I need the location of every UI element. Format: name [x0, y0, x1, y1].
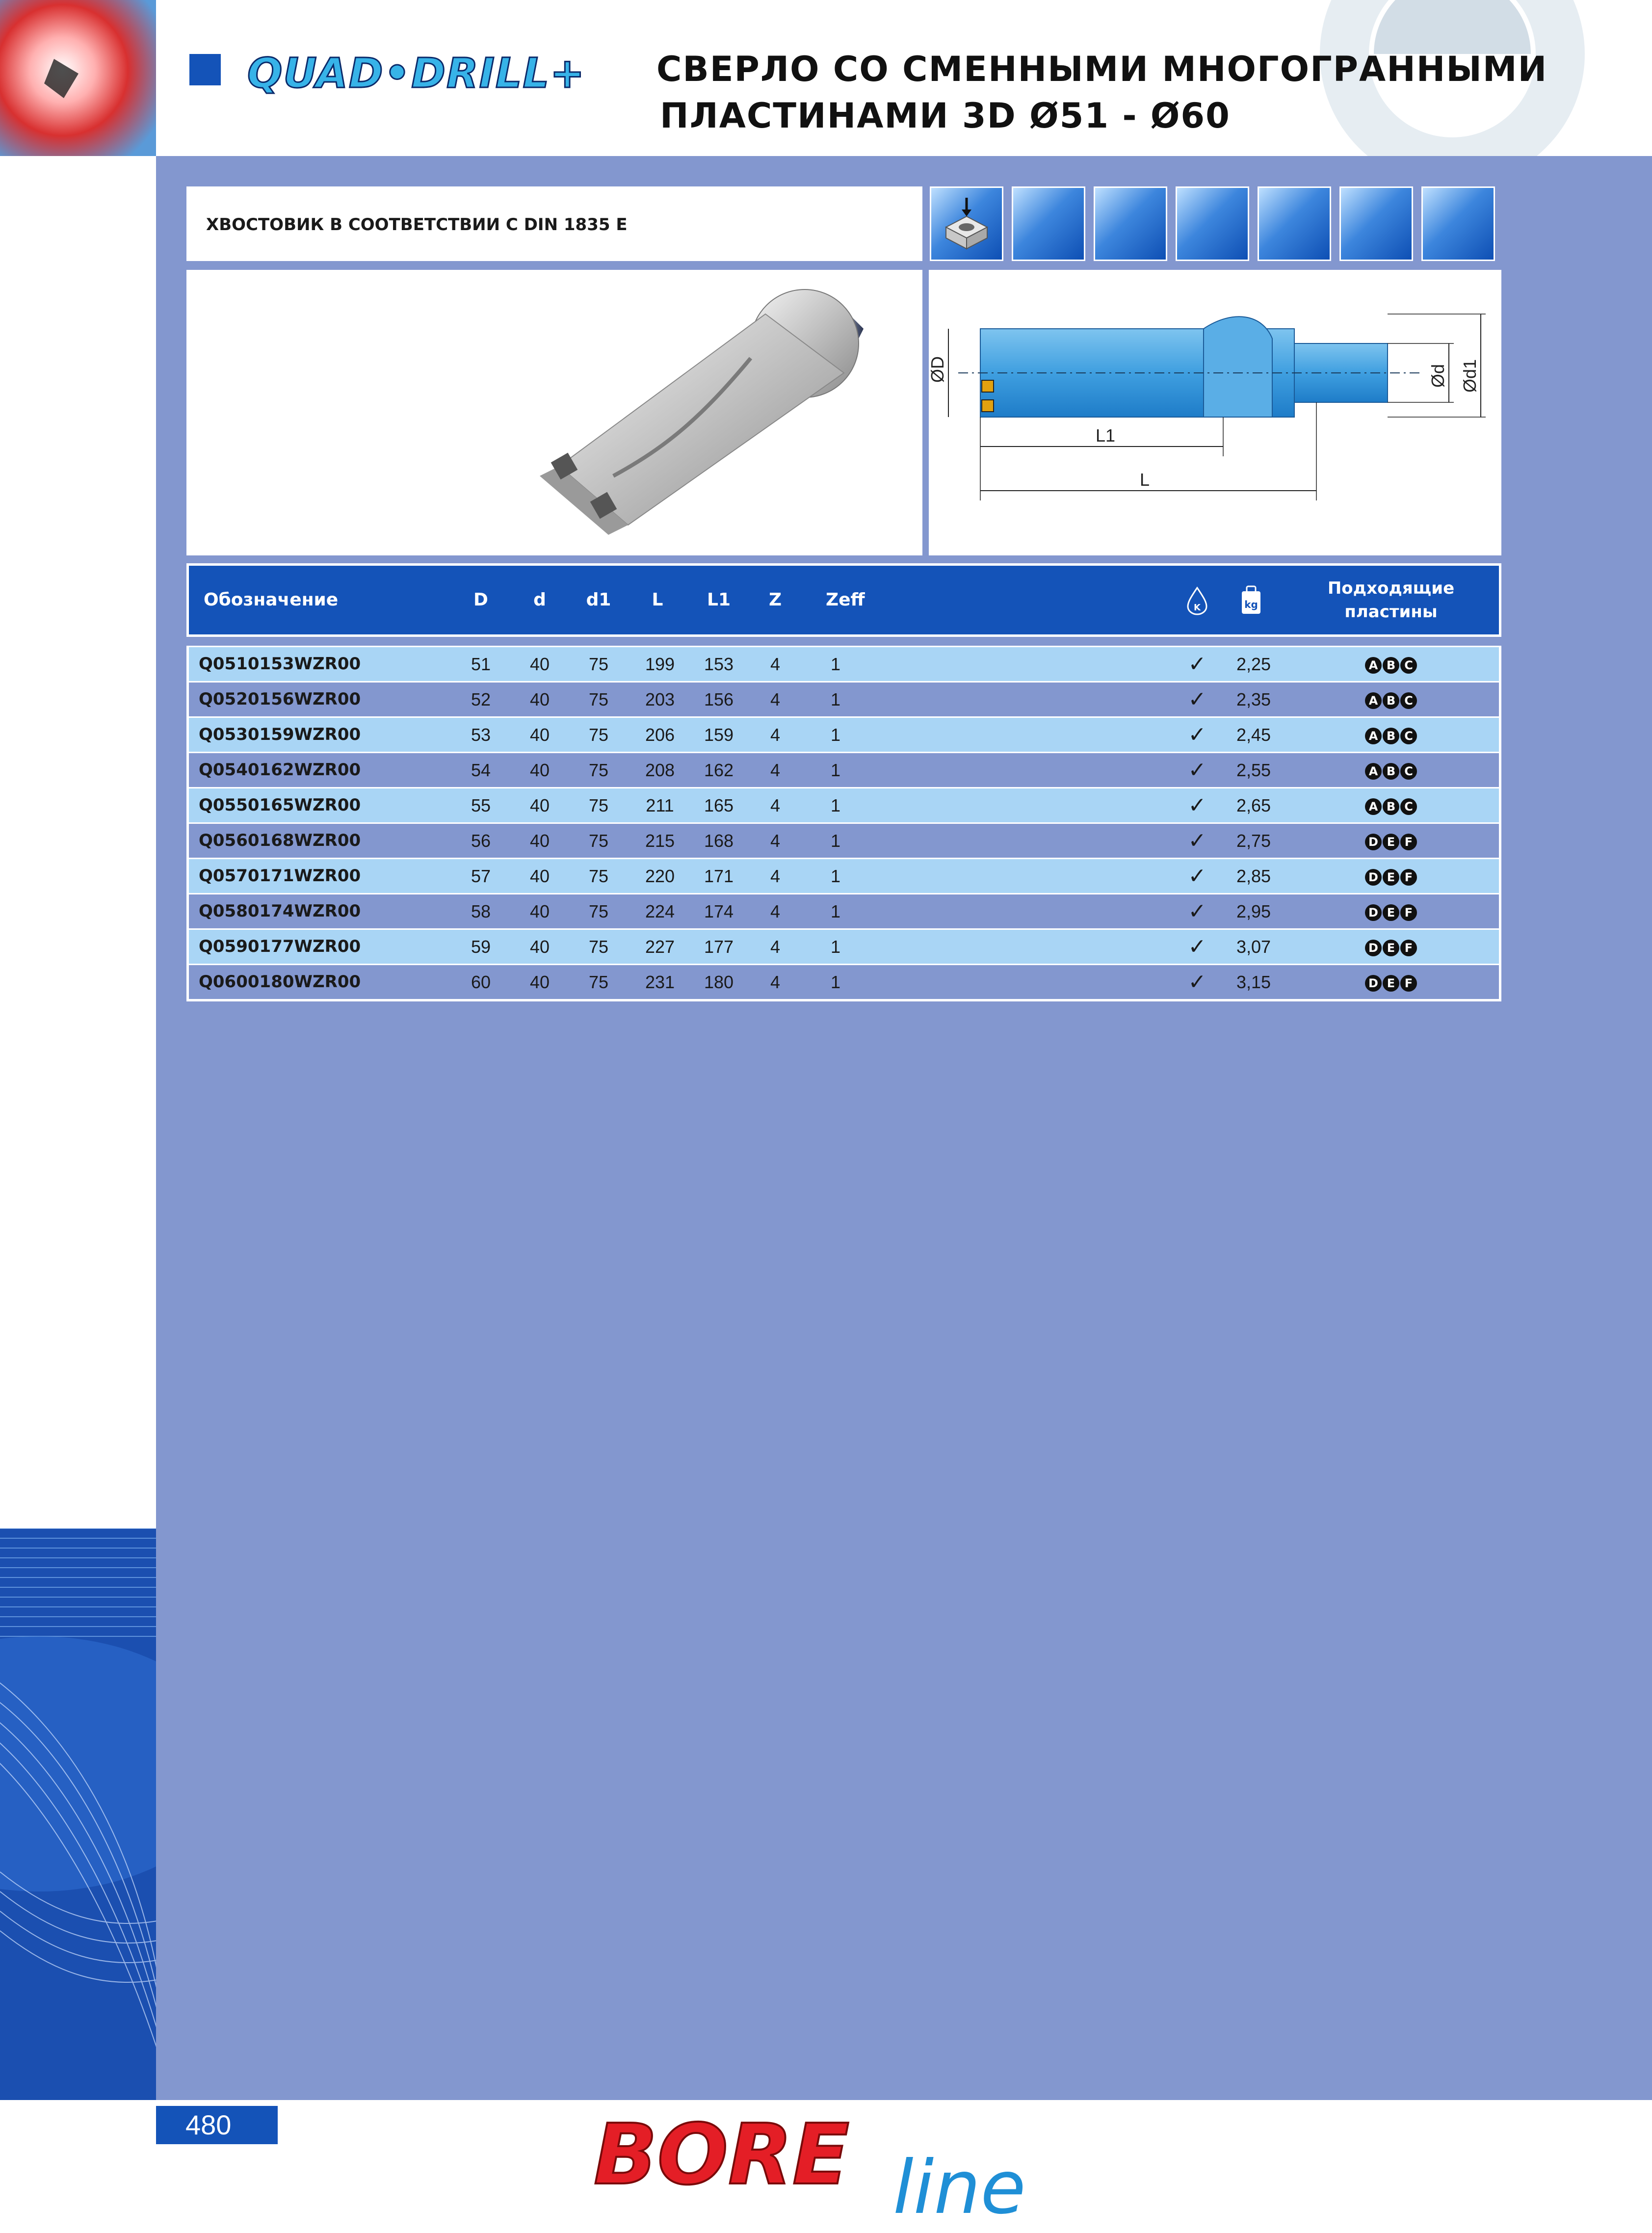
cell-Zeff: 1	[830, 689, 841, 709]
table-row	[189, 716, 1499, 752]
cell-coolant-check: ✓	[1188, 758, 1206, 782]
cell-Z: 4	[770, 937, 781, 957]
cell-d: 40	[529, 972, 550, 992]
cell-d1: 75	[588, 901, 609, 921]
table-row	[189, 787, 1499, 822]
insert-badge: D	[1365, 834, 1382, 850]
cell-d: 40	[529, 937, 550, 957]
cell-weight: 2,95	[1236, 901, 1271, 921]
cell-L: 227	[645, 937, 675, 957]
insert-badge: B	[1383, 692, 1399, 709]
insert-badge: D	[1365, 940, 1382, 956]
cell-L: 220	[645, 866, 675, 886]
table-body	[186, 646, 1501, 1001]
weight-icon-label: kg	[1244, 599, 1258, 610]
cell-inserts	[1312, 930, 1469, 964]
table-row	[189, 752, 1499, 787]
cell-coolant-check: ✓	[1188, 970, 1206, 994]
cell-L1: 174	[704, 901, 734, 921]
page-title-line2: ПЛАСТИНАМИ 3D Ø51 - Ø60	[660, 96, 1231, 136]
cell-code: Q0510153WZR00	[199, 654, 361, 674]
cell-Z: 4	[770, 725, 781, 745]
icon-tile-2	[1012, 186, 1085, 261]
cell-code: Q0530159WZR00	[199, 725, 361, 744]
insert-badge: A	[1365, 798, 1382, 815]
cell-L: 203	[645, 689, 675, 709]
cell-L: 224	[645, 901, 675, 921]
cell-inserts	[1312, 753, 1469, 787]
cell-D: 58	[471, 901, 491, 921]
icon-tile-3	[1094, 186, 1167, 261]
technical-drawing	[929, 270, 1501, 555]
insert-badge: F	[1400, 975, 1417, 992]
quad-drill-logo	[244, 48, 617, 95]
insert-badge: F	[1400, 869, 1417, 886]
brand-bore-text: BORE	[594, 2106, 850, 2204]
cell-weight: 2,55	[1236, 760, 1271, 780]
insert-badge: B	[1383, 763, 1399, 780]
cell-d: 40	[529, 866, 550, 886]
boreline-logo	[589, 2105, 1109, 2231]
cell-D: 52	[471, 689, 491, 709]
table-row	[189, 646, 1499, 681]
cell-L: 211	[646, 795, 674, 815]
cell-Zeff: 1	[830, 831, 841, 851]
cell-coolant-check: ✓	[1188, 935, 1206, 959]
cell-D: 51	[471, 654, 491, 674]
cell-weight: 2,85	[1236, 866, 1271, 886]
cell-Zeff: 1	[830, 654, 841, 674]
insert-badge: C	[1400, 657, 1417, 674]
col-header-Zeff: Zeff	[826, 590, 865, 610]
insert-badge: E	[1383, 940, 1399, 956]
cell-code: Q0540162WZR00	[199, 760, 361, 780]
cell-weight: 2,25	[1236, 654, 1271, 674]
cell-d1: 75	[588, 972, 609, 992]
insert-badge: E	[1383, 834, 1399, 850]
table-row	[189, 928, 1499, 964]
insert-badge: F	[1400, 940, 1417, 956]
dim-L1-label: L1	[1096, 425, 1116, 446]
col-header-code: Обозначение	[204, 590, 339, 610]
shank-clamp-tile	[930, 186, 1003, 261]
cell-L1: 162	[704, 760, 734, 780]
cell-coolant-check: ✓	[1188, 652, 1206, 676]
col-header-Z: Z	[768, 590, 782, 610]
cell-code: Q0550165WZR00	[199, 795, 361, 815]
cell-d1: 75	[588, 725, 609, 745]
cell-D: 57	[471, 866, 491, 886]
cell-coolant-check: ✓	[1188, 723, 1206, 747]
insert-badge: D	[1365, 975, 1382, 992]
col-header-inserts-line2: пластины	[1344, 602, 1438, 622]
cell-Z: 4	[770, 795, 781, 815]
icon-tile-7	[1421, 186, 1495, 261]
cell-D: 55	[471, 795, 491, 815]
page-number: 480	[156, 2106, 278, 2144]
cell-d: 40	[529, 831, 550, 851]
cell-Zeff: 1	[830, 866, 841, 886]
icon-tile-6	[1339, 186, 1413, 261]
insert-badge: A	[1365, 692, 1382, 709]
cell-d: 40	[529, 725, 550, 745]
weight-icon	[1239, 566, 1263, 634]
cell-Zeff: 1	[830, 937, 841, 957]
cell-Zeff: 1	[830, 972, 841, 992]
cell-Zeff: 1	[830, 760, 841, 780]
col-header-inserts	[1312, 577, 1469, 624]
table-row	[189, 858, 1499, 893]
col-header-L1: L1	[707, 590, 731, 610]
insert-badge: B	[1383, 728, 1399, 744]
insert-badge: B	[1383, 798, 1399, 815]
cell-d1: 75	[588, 689, 609, 709]
wave-lines-decoration	[0, 1528, 156, 2100]
cell-L1: 168	[704, 831, 734, 851]
cell-inserts	[1312, 824, 1469, 858]
title-marker	[189, 54, 221, 85]
cell-inserts	[1312, 965, 1469, 999]
cell-Z: 4	[770, 901, 781, 921]
shank-clamp-icon	[931, 188, 1002, 260]
table-row	[189, 681, 1499, 716]
cell-d1: 75	[588, 795, 609, 815]
product-photo	[186, 270, 922, 555]
cell-weight: 2,35	[1236, 689, 1271, 709]
cell-d: 40	[529, 654, 550, 674]
cell-d: 40	[529, 760, 550, 780]
coolant-icon	[1185, 566, 1209, 634]
cell-D: 53	[471, 725, 491, 745]
insert-badge: F	[1400, 904, 1417, 921]
page-title-line1: СВЕРЛО СО СМЕННЫМИ МНОГОГРАННЫМИ	[656, 49, 1548, 89]
cell-L1: 165	[704, 795, 734, 815]
insert-badge: E	[1383, 904, 1399, 921]
cell-code: Q0570171WZR00	[199, 866, 361, 886]
col-header-inserts-line1: Подходящие	[1327, 578, 1455, 598]
cell-L1: 159	[704, 725, 734, 745]
insert-badge: A	[1365, 728, 1382, 744]
cell-code: Q0520156WZR00	[199, 689, 361, 709]
cell-L1: 153	[704, 654, 734, 674]
cell-coolant-check: ✓	[1188, 793, 1206, 817]
cell-D: 54	[471, 760, 491, 780]
cell-inserts	[1312, 859, 1469, 893]
insert-badge: D	[1365, 904, 1382, 921]
left-decoration	[0, 1528, 156, 2100]
cell-inserts	[1312, 788, 1469, 822]
cell-weight: 3,15	[1236, 972, 1271, 992]
cell-L: 215	[645, 831, 675, 851]
dim-d1-label: Ød1	[1460, 359, 1480, 393]
brand-line-text: line	[893, 2145, 1026, 2231]
cell-weight: 2,45	[1236, 725, 1271, 745]
cell-d: 40	[529, 795, 550, 815]
cell-inserts	[1312, 894, 1469, 928]
cell-Z: 4	[770, 866, 781, 886]
insert-badge: C	[1400, 763, 1417, 780]
cell-D: 59	[471, 937, 491, 957]
icon-tile-4	[1176, 186, 1249, 261]
cell-d: 40	[529, 901, 550, 921]
cell-weight: 2,75	[1236, 831, 1271, 851]
cell-d1: 75	[588, 831, 609, 851]
cell-L1: 177	[704, 937, 734, 957]
product-table	[186, 563, 1501, 1001]
cell-Z: 4	[770, 689, 781, 709]
cell-code: Q0560168WZR00	[199, 831, 361, 850]
cell-weight: 2,65	[1236, 795, 1271, 815]
cell-L: 199	[645, 654, 675, 674]
svg-text:K: K	[1194, 603, 1201, 613]
hero-image	[0, 0, 156, 156]
cell-D: 56	[471, 831, 491, 851]
col-header-D: D	[473, 590, 488, 610]
insert-badge: A	[1365, 763, 1382, 780]
col-header-d1: d1	[586, 590, 611, 610]
cell-d1: 75	[588, 654, 609, 674]
cell-Z: 4	[770, 972, 781, 992]
svg-text:QUAD•DRILL+: QUAD•DRILL+	[247, 49, 586, 95]
cell-Zeff: 1	[830, 795, 841, 815]
cell-d1: 75	[588, 866, 609, 886]
insert-badge: D	[1365, 869, 1382, 886]
shank-label: ХВОСТОВИК В СООТВЕТСТВИИ С DIN 1835 E	[206, 215, 628, 235]
insert-badge: E	[1383, 975, 1399, 992]
cell-weight: 3,07	[1236, 937, 1271, 957]
cell-Z: 4	[770, 760, 781, 780]
cell-d1: 75	[588, 937, 609, 957]
table-row	[189, 964, 1499, 999]
cell-Zeff: 1	[830, 725, 841, 745]
insert-badge: E	[1383, 869, 1399, 886]
cell-L: 208	[645, 760, 675, 780]
cell-coolant-check: ✓	[1188, 899, 1206, 923]
cell-coolant-check: ✓	[1188, 829, 1206, 853]
cell-code: Q0600180WZR00	[199, 972, 361, 992]
cell-L: 231	[645, 972, 675, 992]
insert-badge: F	[1400, 834, 1417, 850]
insert-badge: C	[1400, 798, 1417, 815]
cell-inserts	[1312, 683, 1469, 716]
cell-d: 40	[529, 689, 550, 709]
col-header-d: d	[533, 590, 546, 610]
insert-badge: A	[1365, 657, 1382, 674]
cell-coolant-check: ✓	[1188, 864, 1206, 888]
table-row	[189, 893, 1499, 928]
shank-info-box	[186, 186, 922, 261]
cell-inserts	[1312, 647, 1469, 681]
table-header	[186, 563, 1501, 637]
col-header-L: L	[652, 590, 663, 610]
insert-badge: B	[1383, 657, 1399, 674]
insert-badge: C	[1400, 692, 1417, 709]
dim-L-label: L	[1140, 470, 1150, 490]
cell-code: Q0580174WZR00	[199, 901, 361, 921]
cell-L1: 180	[704, 972, 734, 992]
icon-tile-5	[1258, 186, 1331, 261]
cell-coolant-check: ✓	[1188, 687, 1206, 711]
cell-D: 60	[471, 972, 491, 992]
cell-Z: 4	[770, 831, 781, 851]
table-row	[189, 822, 1499, 858]
cell-d1: 75	[588, 760, 609, 780]
cell-Z: 4	[770, 654, 781, 674]
cell-inserts	[1312, 718, 1469, 752]
dim-d-label: Ød	[1428, 364, 1448, 388]
cell-Zeff: 1	[830, 901, 841, 921]
cell-L1: 156	[704, 689, 734, 709]
insert-badge: C	[1400, 728, 1417, 744]
dim-D-label: ØD	[929, 356, 947, 383]
cell-L: 206	[645, 725, 675, 745]
cell-L1: 171	[704, 866, 734, 886]
cell-code: Q0590177WZR00	[199, 937, 361, 956]
